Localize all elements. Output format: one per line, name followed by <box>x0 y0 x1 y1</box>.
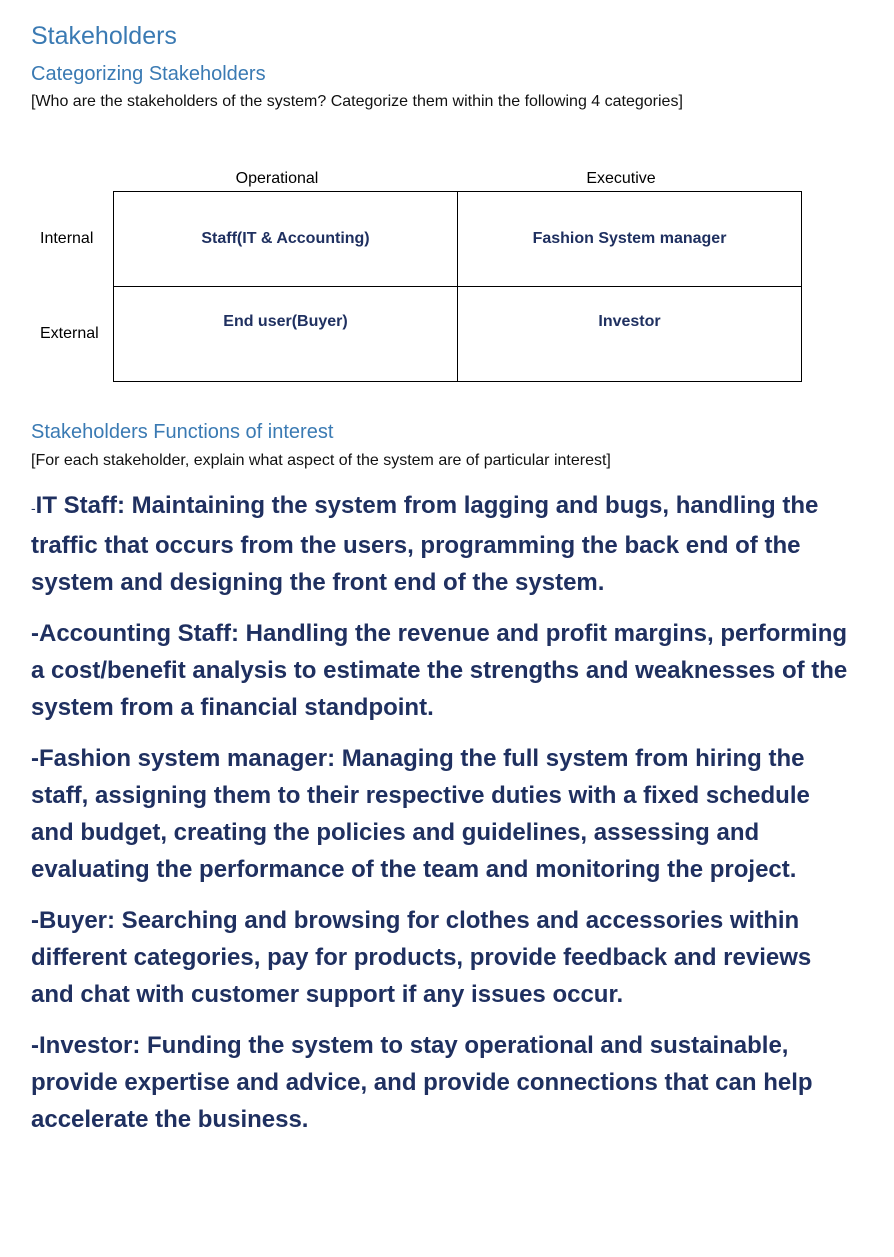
item-text: -Investor: Funding the system to stay operational and sustainable, provide expertise and advice, and provide connections that can help accelerate the business. <box>31 1032 813 1133</box>
function-item-it-staff <box>31 487 851 601</box>
stakeholder-matrix <box>113 191 802 382</box>
cell-external-operational: End user(Buyer) <box>114 287 458 382</box>
item-text: IT Staff: Maintaining the system from lagging and bugs, handling the traffic that occurs from the users, programming the back end of the system and designing the front end of the system. <box>31 492 819 596</box>
column-label-executive: Executive <box>586 170 656 187</box>
item-prefix: - <box>31 500 36 516</box>
matrix-row-external <box>114 287 802 382</box>
function-item-buyer <box>31 902 851 1013</box>
function-item-accounting-staff <box>31 615 851 726</box>
section-title-functions: Stakeholders Functions of interest <box>31 421 334 443</box>
page-title: Stakeholders <box>31 22 177 50</box>
item-text: -Fashion system manager: Managing the full system from hiring the staff, assigning them to their respective duties with a fixed schedule and budget, creating the policies and guidelines, assessing and evaluating the performance of the team and monitoring the project. <box>31 745 810 883</box>
section-title-categorizing: Categorizing Stakeholders <box>31 63 266 85</box>
cell-internal-operational: Staff(IT & Accounting) <box>114 192 458 287</box>
column-label-operational: Operational <box>235 170 319 187</box>
row-label-internal: Internal <box>40 230 94 247</box>
item-text: -Buyer: Searching and browsing for clothes and accessories within different categories, pay for products, provide feedback and reviews and chat with customer support if any issues occur. <box>31 907 812 1008</box>
function-item-fashion-manager <box>31 740 851 888</box>
item-text: -Accounting Staff: Handling the revenue and profit margins, performing a cost/benefit analysis to estimate the strengths and weaknesses of the system from a financial standpoint. <box>31 620 848 721</box>
categorizing-instruction: [Who are the stakeholders of the system? Categorize them within the following 4 categories] <box>31 93 683 110</box>
row-label-external: External <box>40 325 99 342</box>
functions-instruction: [For each stakeholder, explain what aspect of the system are of particular interest] <box>31 452 611 469</box>
cell-internal-executive: Fashion System manager <box>458 192 802 287</box>
functions-list <box>31 487 851 1152</box>
function-item-investor <box>31 1027 851 1138</box>
matrix-row-internal <box>114 192 802 287</box>
cell-external-executive: Investor <box>458 287 802 382</box>
